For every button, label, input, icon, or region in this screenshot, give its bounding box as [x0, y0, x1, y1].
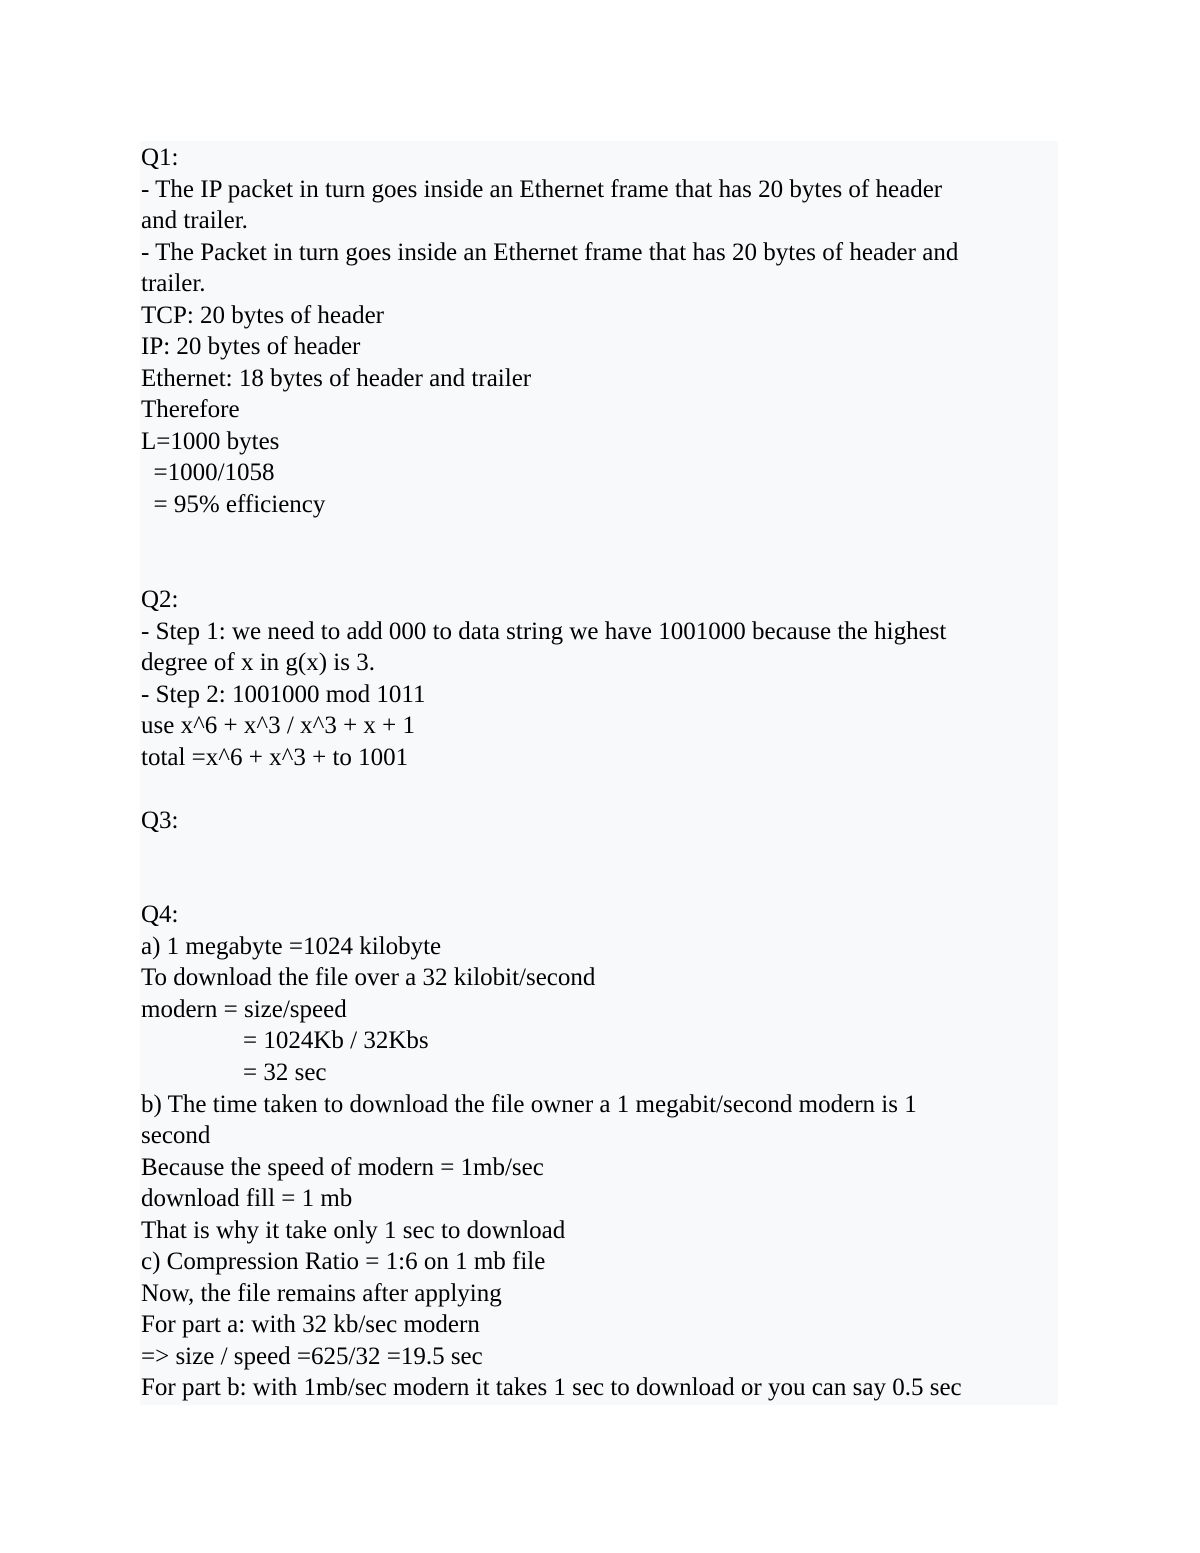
q2-line-total: total =x^6 + x^3 + to 1001 [141, 744, 409, 771]
q4-line-megabyte: a) 1 megabyte =1024 kilobyte [141, 933, 442, 960]
q4-line-size-speed: modern = size/speed [141, 996, 347, 1023]
q4-line-download-fill: download fill = 1 mb [141, 1185, 353, 1212]
q2-heading: Q2: [141, 586, 179, 613]
q4-line-because: Because the speed of modern = 1mb/sec [141, 1154, 544, 1181]
q4-line-for-part-b: For part b: with 1mb/sec modern it takes 1 sec to download or you can say 0.5 sec [141, 1374, 962, 1401]
q1-line-ratio: =1000/1058 [141, 459, 275, 486]
q4-line-result: = 32 sec [243, 1059, 327, 1086]
q1-line-ip: IP: 20 bytes of header [141, 333, 361, 360]
q4-line-calc: = 1024Kb / 32Kbs [243, 1027, 429, 1054]
q4-line-download: To download the file over a 32 kilobit/second [141, 964, 596, 991]
q1-line-tcp: TCP: 20 bytes of header [141, 302, 385, 329]
q4-line-part-b: b) The time taken to download the file owner a 1 megabit/second modern is 1 [141, 1091, 917, 1118]
q2-line-step2: - Step 2: 1001000 mod 1011 [141, 681, 426, 708]
q4-line-that-is-why: That is why it take only 1 sec to download [141, 1217, 566, 1244]
q2-line-step1: - Step 1: we need to add 000 to data string we have 1001000 because the highest [141, 618, 947, 645]
q4-line-part-b-cont: second [141, 1122, 211, 1149]
q3-heading: Q3: [141, 807, 179, 834]
q4-line-part-c: c) Compression Ratio = 1:6 on 1 mb file [141, 1248, 546, 1275]
q1-line-packet: - The Packet in turn goes inside an Ethernet frame that has 20 bytes of header and [141, 239, 959, 266]
q2-line-use: use x^6 + x^3 / x^3 + x + 1 [141, 712, 416, 739]
q4-line-size-calc: => size / speed =625/32 =19.5 sec [141, 1343, 483, 1370]
q2-line-step1-cont: degree of x in g(x) is 3. [141, 649, 375, 676]
q1-line-length: L=1000 bytes [141, 428, 280, 455]
q1-heading: Q1: [141, 144, 179, 171]
q1-line-efficiency: = 95% efficiency [141, 491, 326, 518]
q4-heading: Q4: [141, 901, 179, 928]
q4-line-for-part-a: For part a: with 32 kb/sec modern [141, 1311, 480, 1338]
q1-line-ip-packet: - The IP packet in turn goes inside an Ethernet frame that has 20 bytes of header [141, 176, 943, 203]
q4-line-now: Now, the file remains after applying [141, 1280, 502, 1307]
q1-line-packet-cont: trailer. [141, 270, 206, 297]
q1-line-ip-packet-cont: and trailer. [141, 207, 248, 234]
q1-line-ethernet: Ethernet: 18 bytes of header and trailer [141, 365, 532, 392]
q1-line-therefore: Therefore [141, 396, 240, 423]
